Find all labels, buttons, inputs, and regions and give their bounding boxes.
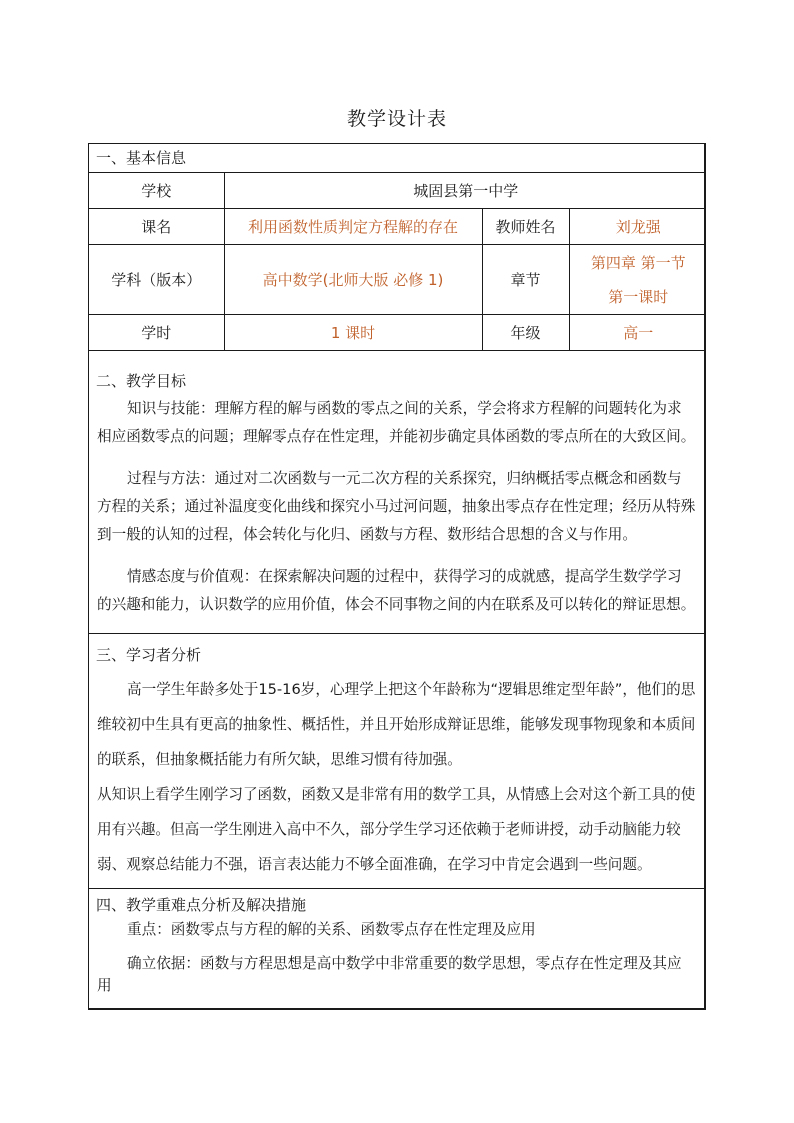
- objective-knowledge: 知识与技能：理解方程的解与函数的零点之间的关系，学会将求方程解的问题转化为求相应函数零点的问题；理解零点存在性定理，并能初步确定具体函数的零点所在的大致区间。: [97, 400, 696, 445]
- basic-info-table: [89, 172, 706, 351]
- row-hours: [89, 315, 706, 351]
- grade-label: 年级: [482, 315, 569, 351]
- grade-value: 高一: [569, 315, 706, 351]
- chapter-value: [569, 245, 706, 315]
- row-school: [89, 173, 706, 209]
- objective-process: 过程与方法：通过对二次函数与一元二次方程的关系探究，归纳概括零点概念和函数与方程的关系；通过补温度变化曲线和探究小马过河问题，抽象出零点存在性定理；经历从特殊到一般的认知的过程，体会转化与化归、函数与方程、数形结合思想的含义与作用。: [97, 470, 696, 543]
- key-points-basis: 确立依据：函数与方程思想是高中数学中非常重要的数学思想，零点存在性定理及其应用: [97, 955, 682, 994]
- design-table: [88, 143, 706, 1010]
- school-value: 城固县第一中学: [224, 173, 706, 209]
- section-basic-info-heading: 一、基本信息: [96, 149, 187, 167]
- subject-value: 高中数学(北师大版 必修 1): [224, 245, 482, 315]
- section-learner: [89, 633, 704, 888]
- key-points-focus: 重点：函数零点与方程的解的关系、函数零点存在性定理及应用: [127, 921, 536, 938]
- teacher-label: 教师姓名: [482, 209, 569, 245]
- document-title: 教学设计表: [346, 108, 447, 130]
- row-course: [89, 209, 706, 245]
- course-value: 利用函数性质判定方程解的存在: [224, 209, 482, 245]
- hours-value: 1 课时: [224, 315, 482, 351]
- section-objectives: [89, 351, 704, 633]
- chapter-value-line1: 第四章 第一节: [590, 253, 686, 272]
- chapter-value-line2: 第一课时: [608, 287, 669, 306]
- objective-emotion: 情感态度与价值观：在探索解决问题的过程中，获得学习的成就感，提高学生数学学习的兴趣和能力，认识数学的应用价值，体会不同事物之间的内在联系及可以转化的辩证思想。: [97, 568, 696, 613]
- hours-label: 学时: [89, 315, 224, 351]
- row-subject: [89, 245, 706, 315]
- section-objectives-heading: 二、教学目标: [96, 372, 187, 390]
- chapter-label: 章节: [482, 245, 569, 315]
- section-key-points: [89, 888, 704, 997]
- section-key-points-heading: 四、教学重难点分析及解决措施: [96, 896, 307, 914]
- course-label: 课名: [89, 209, 224, 245]
- learner-analysis-knowledge: 从知识上看学生刚学习了函数，函数又是非常有用的数学工具，从情感上会对这个新工具的使用有兴趣。但高一学生刚进入高中不久，部分学生学习还依赖于老师讲授，动手动脑能力较弱、观察总结能力不强，语言表达能力不够全面准确，在学习中肯定会遇到一些问题。: [97, 786, 696, 873]
- section-learner-heading: 三、学习者分析: [96, 646, 202, 664]
- subject-label: 学科（版本）: [89, 245, 224, 315]
- school-label: 学校: [89, 173, 224, 209]
- learner-analysis-age: 高一学生年龄多处于15-16岁，心理学上把这个年龄称为“逻辑思维定型年龄”，他们的思维较初中生具有更高的抽象性、概括性，并且开始形成辩证思维，能够发现事物现象和本质间的联系，但抽象概括能力有所欠缺，思维习惯有待加强。: [97, 681, 696, 768]
- teacher-value: 刘龙强: [569, 209, 706, 245]
